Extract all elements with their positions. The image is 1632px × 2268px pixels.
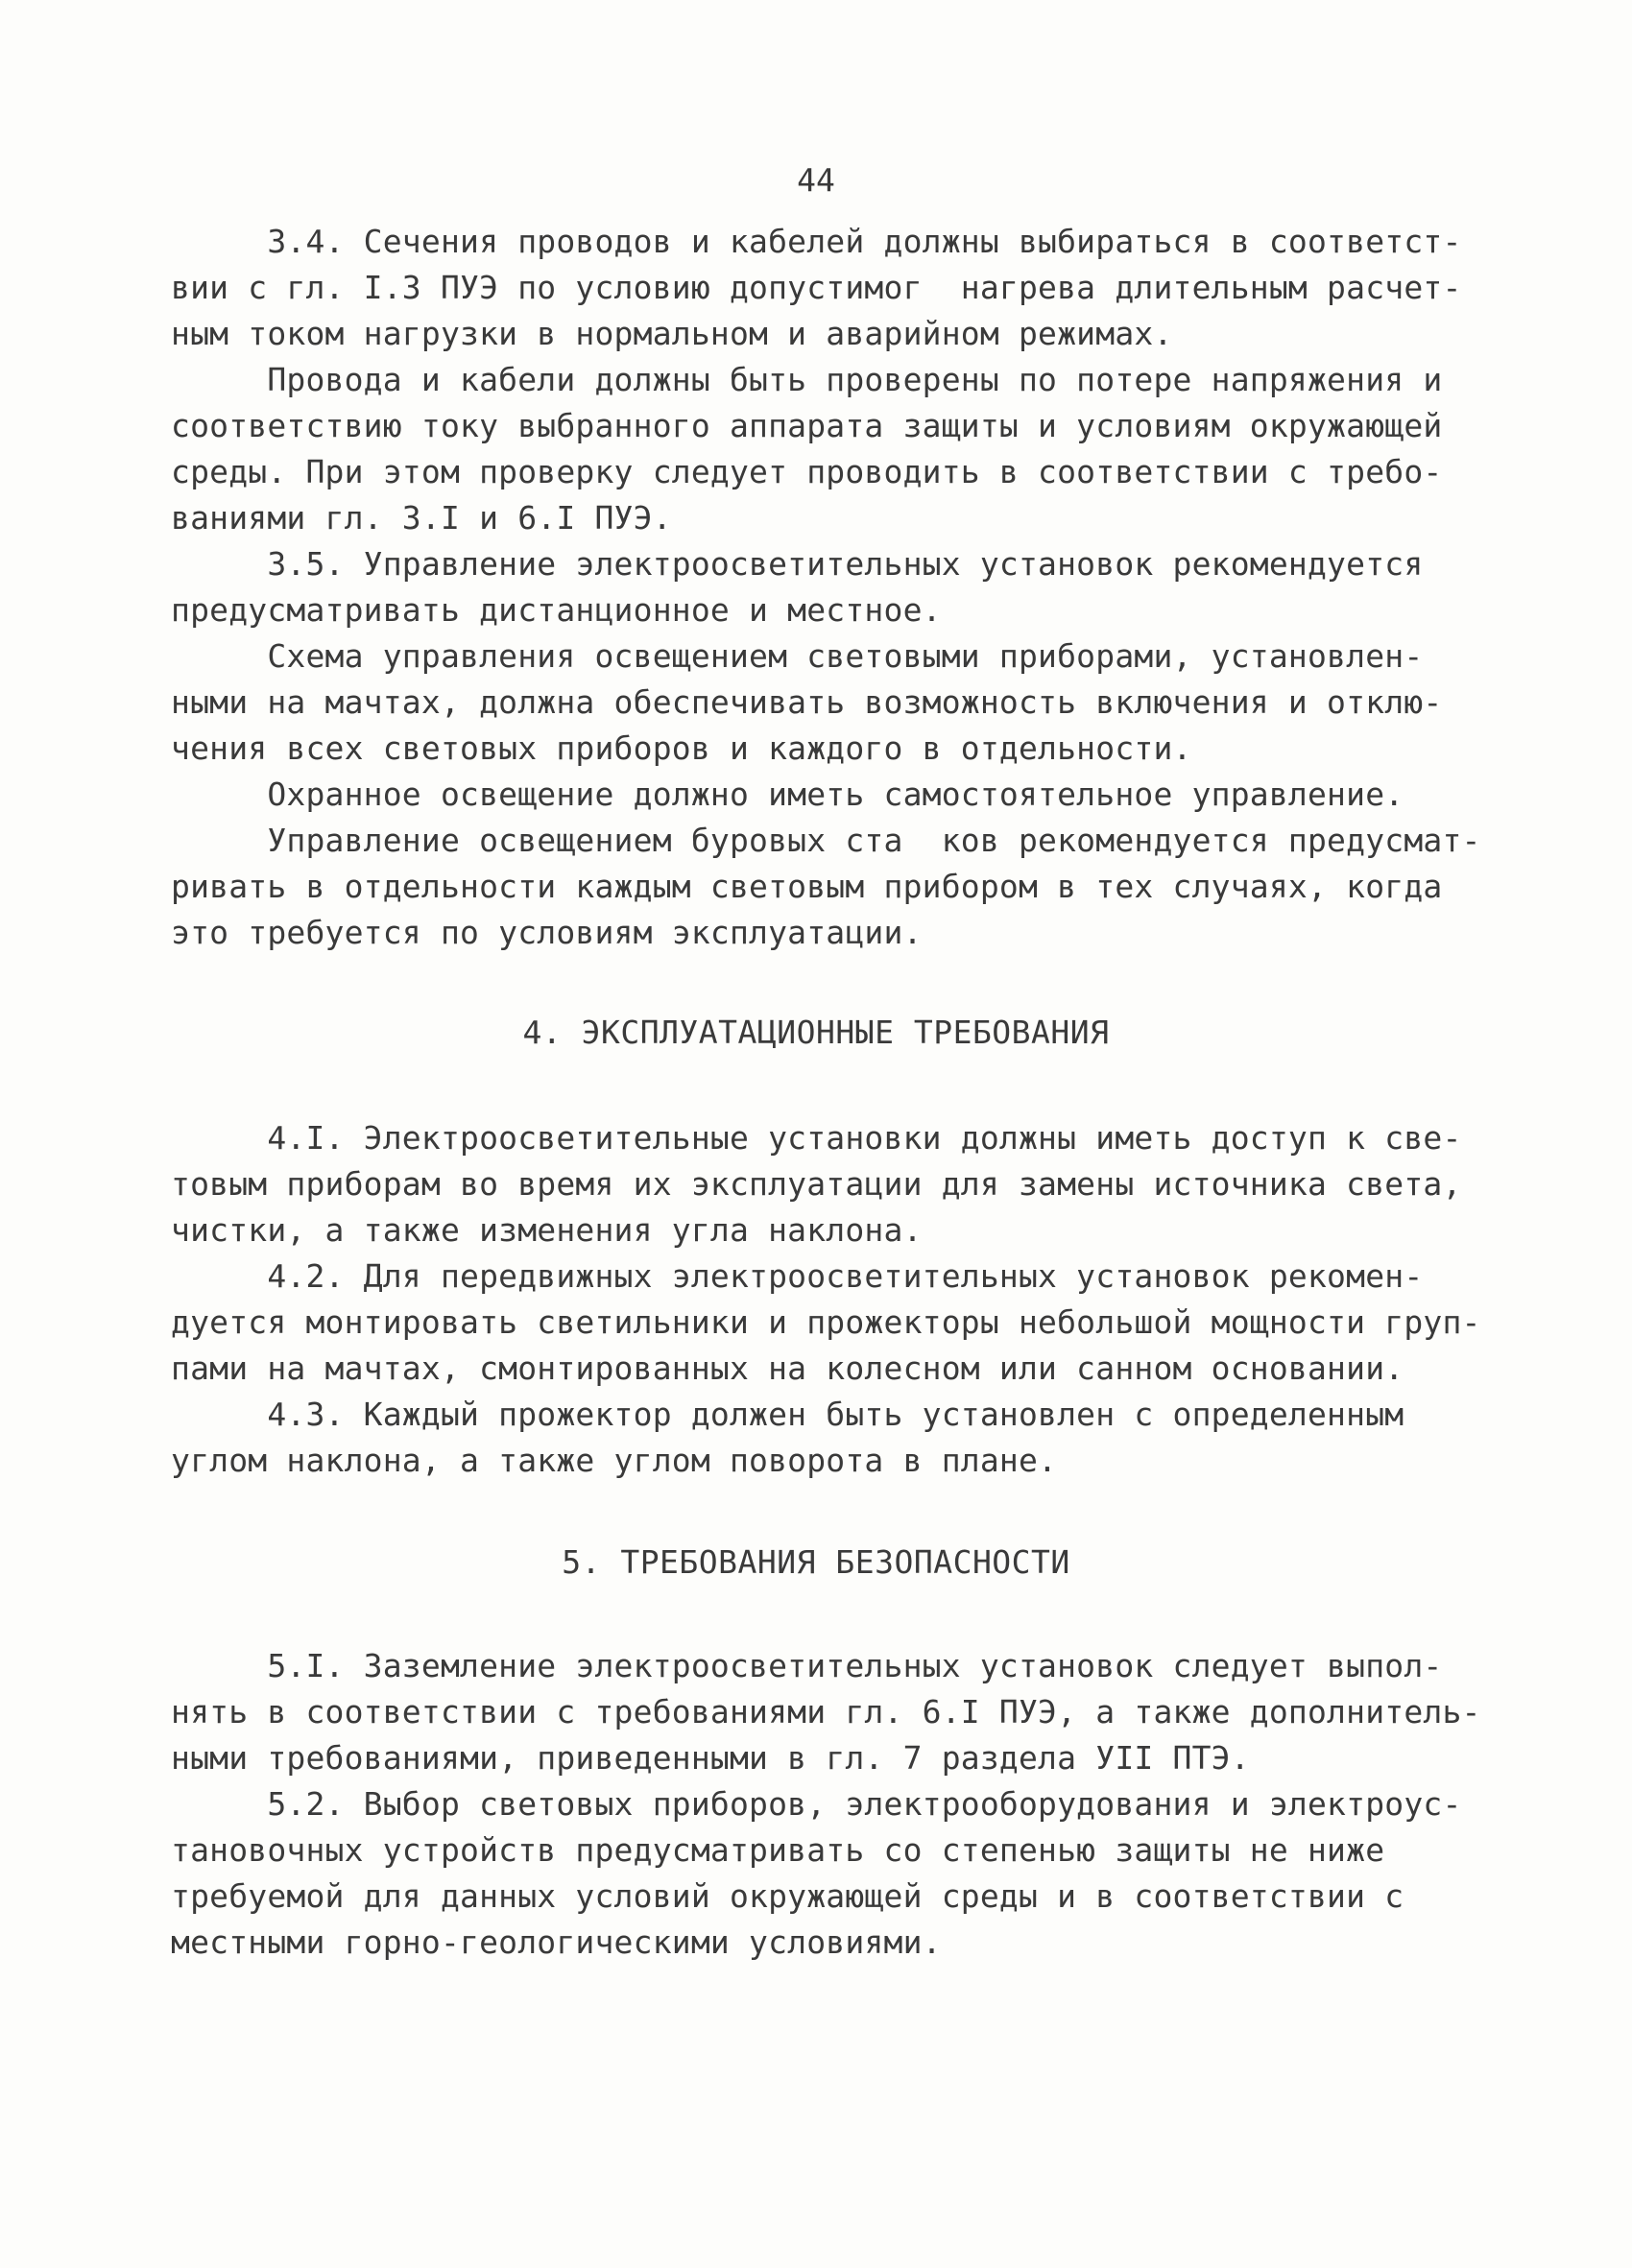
text-line: среды. При этом проверку следует проводить в соответствии с требо-: [171, 453, 1443, 490]
text-line: 5.I. Заземление электроосветительных установок следует выпол-: [171, 1647, 1443, 1684]
text-line: 4.3. Каждый прожектор должен быть установлен с определенным: [171, 1396, 1404, 1433]
text-line: Управление освещением буровых ста ков рекомендуется предусмат-: [171, 822, 1481, 859]
text-line: ными на мачтах, должна обеспечивать возможность включения и отклю-: [171, 683, 1443, 721]
text-line: вии с гл. I.3 ПУЭ по условию допустимог нагрева длительным расчет-: [171, 269, 1462, 306]
text-line: товым приборам во время их эксплуатации для замены источника света,: [171, 1165, 1462, 1203]
text-line: Схема управления освещением световыми приборами, установлен-: [171, 637, 1424, 675]
text-line: требуемой для данных условий окружающей среды и в соответствии с: [171, 1877, 1404, 1915]
text-line: 5.2. Выбор световых приборов, электрооборудования и электроус-: [171, 1785, 1462, 1823]
text-line: соответствию току выбранного аппарата защиты и условиям окружающей: [171, 407, 1443, 444]
text-line: 3.5. Управление электроосветительных установок рекомендуется: [171, 545, 1424, 583]
text-line: Провода и кабели должны быть проверены по потере напряжения и: [171, 361, 1443, 398]
text-line: пами на мачтах, смонтированных на колесном или санном основании.: [171, 1349, 1404, 1387]
text-line: 4.I. Электроосветительные установки должны иметь доступ к све-: [171, 1119, 1462, 1157]
text-line: чения всех световых приборов и каждого в отдельности.: [171, 729, 1192, 767]
text-line: 3.4. Сечения проводов и кабелей должны выбираться в соответст-: [171, 223, 1462, 260]
section-4-heading: 4. ЭКСПЛУАТАЦИОННЫЕ ТРЕБОВАНИЯ: [522, 1014, 1110, 1051]
text-line: ривать в отдельности каждым световым прибором в тех случаях, когда: [171, 868, 1443, 905]
text-line: углом наклона, а также углом поворота в плане.: [171, 1442, 1058, 1479]
text-line: дуется монтировать светильники и прожекторы небольшой мощности груп-: [171, 1303, 1481, 1341]
text-line: тановочных устройств предусматривать со степенью защиты не ниже: [171, 1831, 1385, 1869]
page-number: 44: [797, 161, 835, 199]
text-line: чистки, а также изменения угла наклона.: [171, 1211, 923, 1249]
text-line: ными требованиями, приведенными в гл. 7 раздела УII ПТЭ.: [171, 1739, 1250, 1777]
text-line: ным током нагрузки в нормальном и аварийном режимах.: [171, 315, 1173, 352]
text-line: это требуется по условиям эксплуатации.: [171, 914, 923, 951]
section-4-text: [171, 1115, 1481, 1484]
text-line: местными горно-геологическими условиями.: [171, 1923, 942, 1961]
section-5-heading: 5. ТРЕБОВАНИЯ БЕЗОПАСНОСТИ: [562, 1543, 1070, 1581]
section-3-text: [171, 219, 1481, 956]
text-line: предусматривать дистанционное и местное.: [171, 591, 942, 629]
text-line: ваниями гл. 3.I и 6.I ПУЭ.: [171, 499, 672, 537]
text-line: 4.2. Для передвижных электроосветительных установок рекомен-: [171, 1257, 1424, 1295]
text-line: Охранное освещение должно иметь самостоятельное управление.: [171, 776, 1404, 813]
section-5-text: [171, 1643, 1481, 1966]
text-line: нять в соответствии с требованиями гл. 6.I ПУЭ, а также дополнитель-: [171, 1693, 1481, 1731]
